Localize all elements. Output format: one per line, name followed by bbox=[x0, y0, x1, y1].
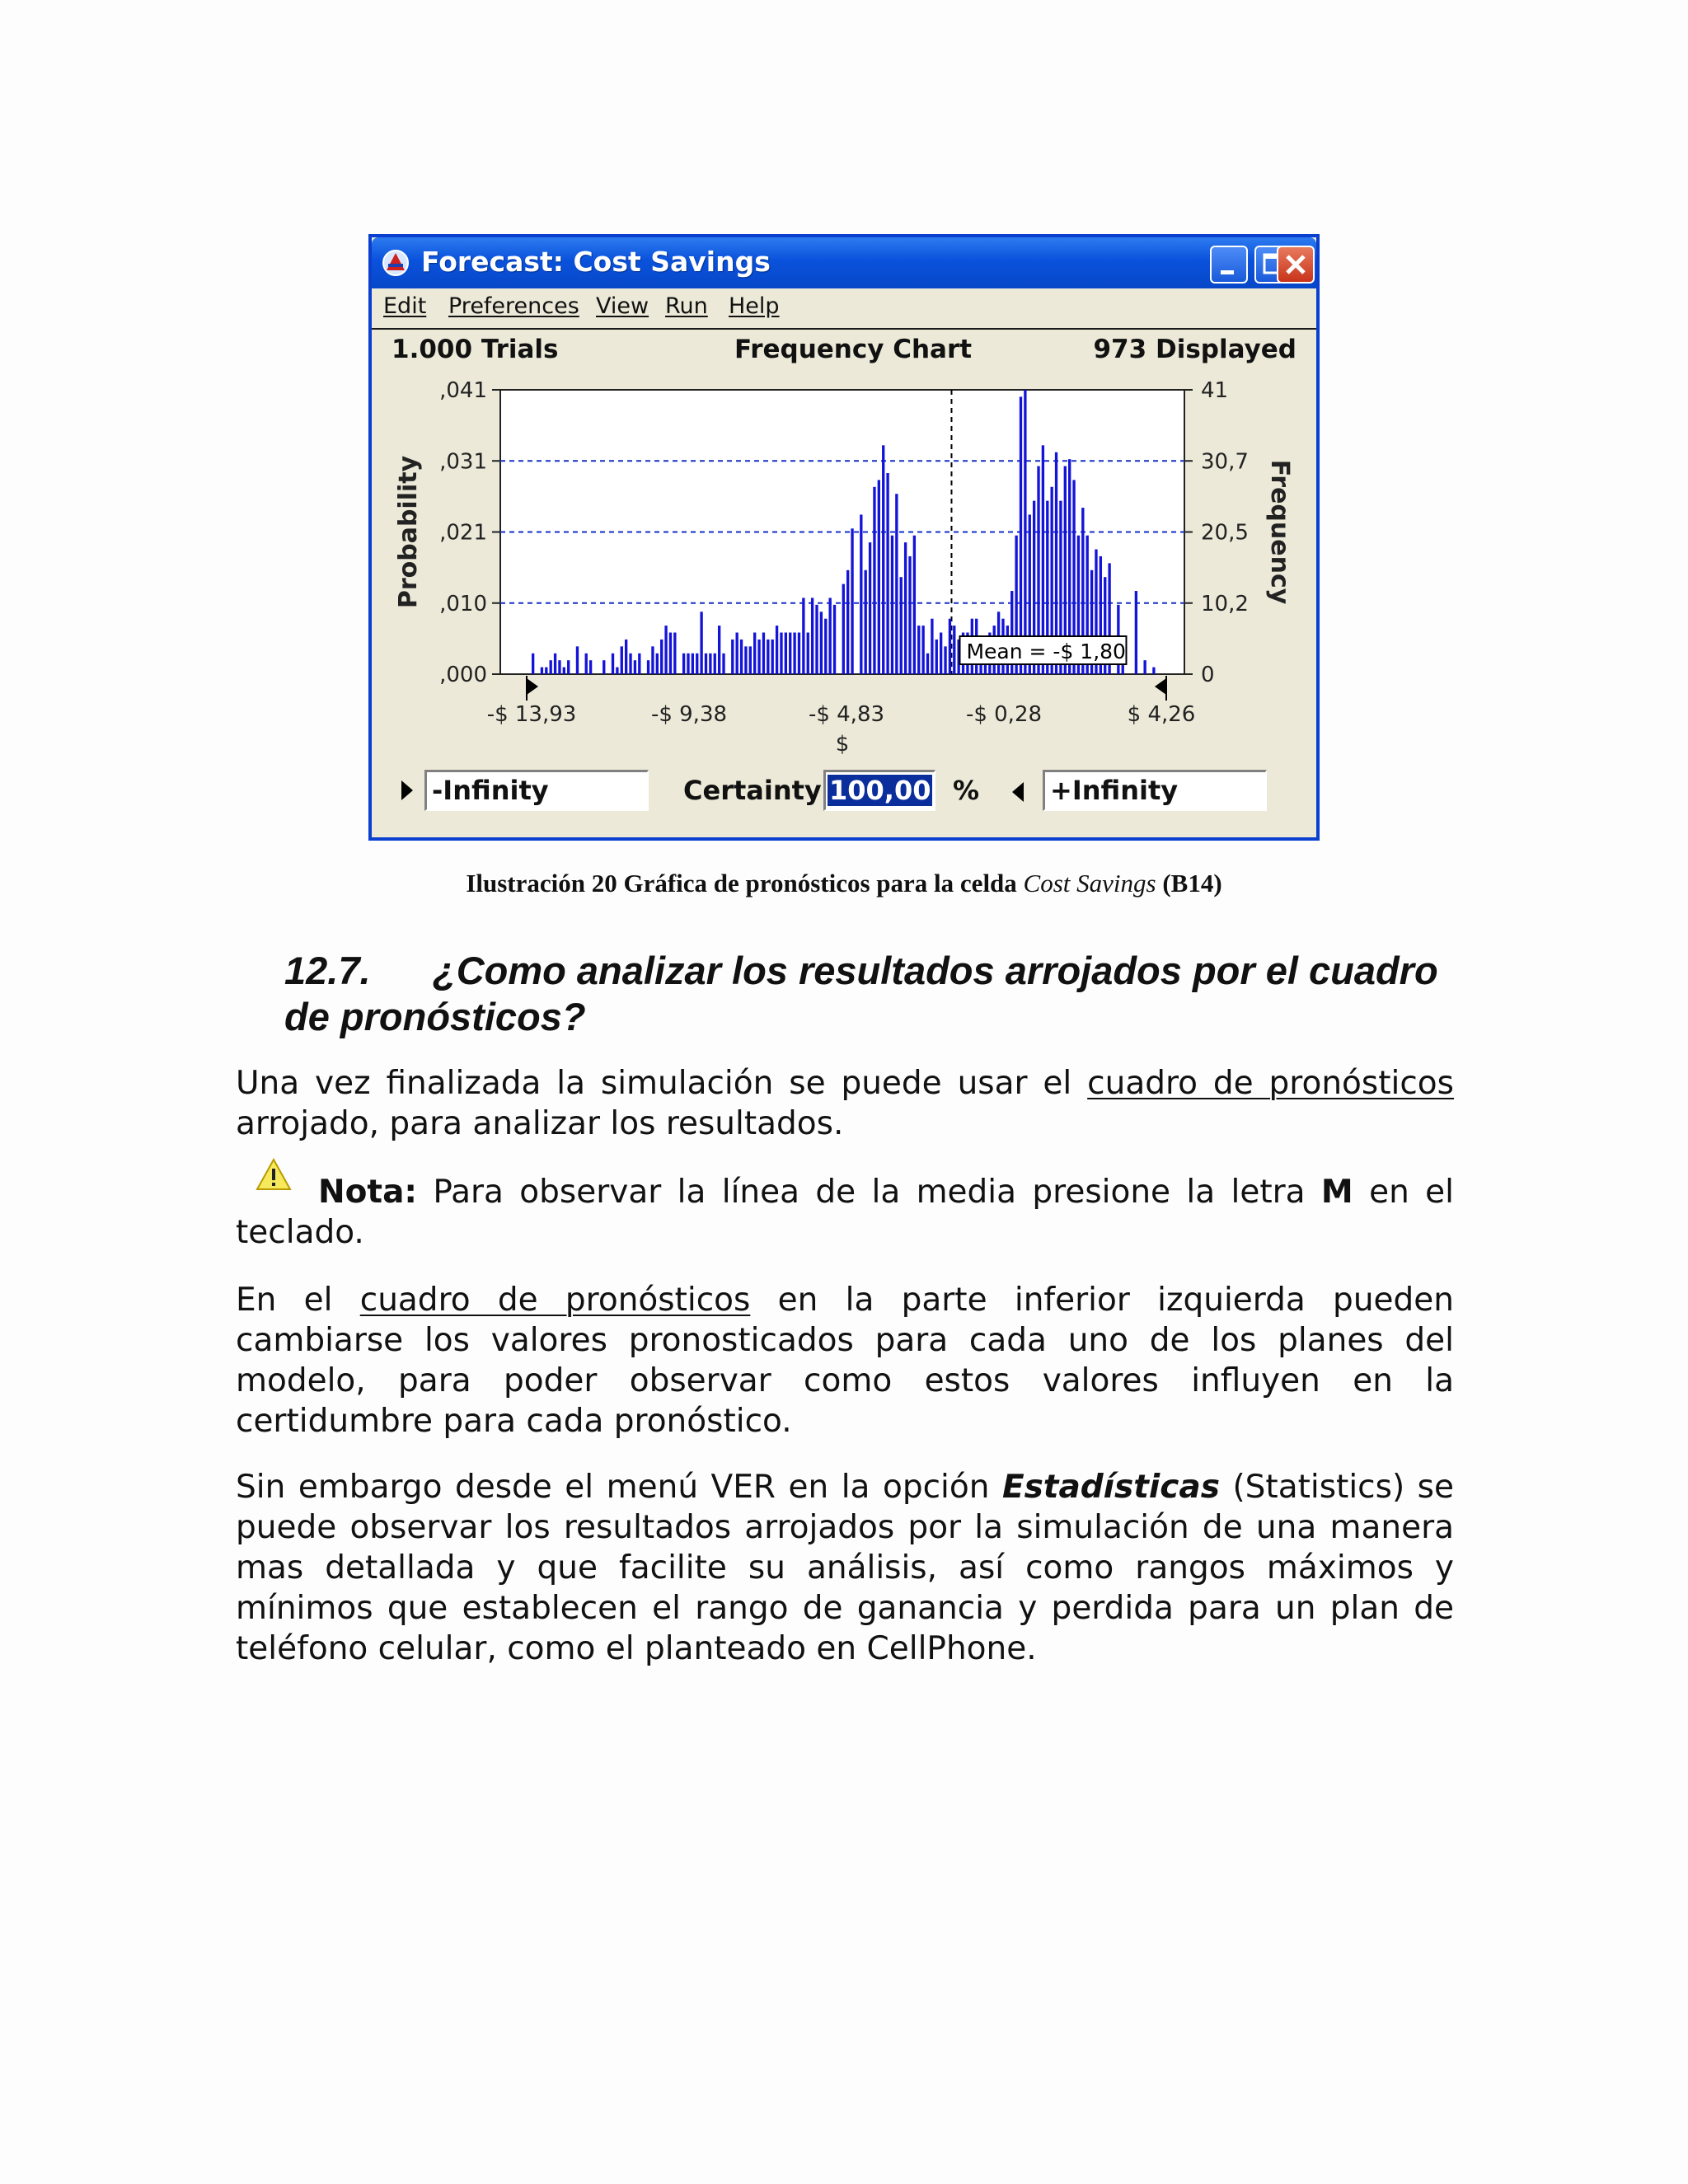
histogram-bar bbox=[940, 633, 942, 674]
p3-emphasis: Estadísticas bbox=[1001, 1469, 1220, 1506]
histogram-bar bbox=[638, 654, 640, 674]
histogram-bar bbox=[660, 640, 663, 674]
histogram-bar bbox=[904, 542, 907, 674]
histogram-bar bbox=[891, 536, 893, 674]
menu-preferences[interactable]: Preferences bbox=[448, 293, 579, 319]
upper-bound-input[interactable]: +Infinity bbox=[1043, 770, 1267, 811]
p3-text-b: (Statistics) se puede observar los resultados arrojados por la simulación de una manera mas detallada y que facilite su análisis, así como rangos máximos y mínimos que establecen el rango de ganancia y perdida para un plan de teléfono celular, como el planteado en CellPhone. bbox=[236, 1469, 1454, 1667]
histogram-bar bbox=[833, 605, 836, 674]
histogram-bar bbox=[616, 668, 618, 674]
histogram-bar bbox=[807, 633, 809, 674]
histogram-bar bbox=[913, 536, 916, 674]
menu-view[interactable]: View bbox=[596, 293, 649, 319]
y-tick-label-right: 41 bbox=[1201, 378, 1229, 403]
y-tick-label-right: 30,7 bbox=[1201, 449, 1249, 475]
p1-text-b: arrojado, para analizar los resultados. bbox=[236, 1105, 844, 1142]
menu-run[interactable]: Run bbox=[665, 293, 708, 319]
histogram-bar bbox=[532, 654, 534, 674]
histogram-bar bbox=[651, 646, 654, 674]
p2-underlined-term: cuadro de pronósticos bbox=[359, 1282, 751, 1319]
menu-help[interactable]: Help bbox=[729, 293, 780, 319]
right-arrow-icon[interactable] bbox=[1010, 781, 1025, 803]
histogram-bar bbox=[851, 528, 853, 674]
histogram-bar bbox=[753, 633, 756, 674]
certainty-input[interactable] bbox=[823, 770, 935, 811]
caption-suffix: (B14) bbox=[1156, 869, 1222, 898]
histogram-bar bbox=[824, 619, 827, 674]
histogram-bar bbox=[722, 654, 724, 674]
histogram-bar bbox=[798, 633, 800, 674]
histogram-bar bbox=[953, 626, 955, 674]
histogram-bar bbox=[558, 660, 560, 674]
x-tick-label: $ 4,26 bbox=[1127, 702, 1196, 727]
histogram-bar bbox=[949, 619, 951, 674]
histogram-bar bbox=[878, 480, 880, 674]
y-tick-label-right: 0 bbox=[1201, 663, 1215, 687]
section-number: 12.7. bbox=[284, 949, 371, 992]
p1-text-a: Una vez finalizada la simulación se puede usar el bbox=[236, 1065, 1088, 1102]
paragraph-2 bbox=[236, 1280, 1454, 1441]
figure-caption bbox=[0, 869, 1688, 898]
forecast-window bbox=[368, 234, 1320, 841]
histogram-bar bbox=[576, 646, 579, 674]
histogram-bar bbox=[1143, 660, 1146, 674]
x-tick-label: -$ 4,83 bbox=[808, 702, 885, 727]
histogram-bar bbox=[567, 660, 570, 674]
histogram-bar bbox=[1024, 390, 1026, 674]
lower-bound-input[interactable]: -Infinity bbox=[424, 770, 649, 811]
x-tick-label: -$ 9,38 bbox=[650, 702, 728, 727]
histogram-bar bbox=[696, 654, 698, 674]
histogram-bar bbox=[541, 668, 543, 674]
caption-italic: Cost Savings bbox=[1023, 869, 1156, 898]
histogram-bar bbox=[815, 605, 818, 674]
histogram-bar bbox=[1135, 591, 1137, 674]
histogram-bar bbox=[545, 668, 547, 674]
note-label: Nota: bbox=[318, 1174, 417, 1211]
note-key: M bbox=[1320, 1174, 1353, 1211]
histogram-bar bbox=[785, 633, 787, 674]
histogram-bar bbox=[664, 626, 667, 674]
histogram-bar bbox=[731, 640, 734, 674]
histogram-bar bbox=[869, 542, 871, 674]
histogram-bar bbox=[682, 654, 685, 674]
certainty-value: 100,00 bbox=[829, 775, 931, 806]
y-axis-label-right: Frequency bbox=[1265, 459, 1294, 605]
histogram-bar bbox=[744, 646, 747, 674]
histogram-bar bbox=[740, 640, 743, 674]
frequency-chart bbox=[372, 237, 1316, 837]
histogram-bar bbox=[882, 445, 884, 674]
y-axis-label-left: Probability bbox=[394, 455, 423, 609]
chart-title: Frequency Chart bbox=[734, 335, 973, 364]
histogram-bar bbox=[802, 598, 804, 674]
x-axis-label: $ bbox=[835, 732, 850, 757]
histogram-bar bbox=[846, 570, 849, 674]
histogram-bar bbox=[692, 654, 694, 674]
histogram-bar bbox=[669, 633, 672, 674]
histogram-bar bbox=[762, 633, 765, 674]
histogram-bar bbox=[718, 626, 720, 674]
histogram-bar bbox=[895, 494, 898, 674]
histogram-bar bbox=[749, 646, 752, 674]
histogram-bar bbox=[873, 487, 875, 674]
histogram-bar bbox=[563, 668, 565, 674]
left-arrow-icon[interactable] bbox=[400, 780, 415, 801]
histogram-bar bbox=[603, 660, 605, 674]
percent-sign: % bbox=[953, 775, 980, 806]
upper-range-marker bbox=[1155, 678, 1166, 695]
histogram-bar bbox=[625, 640, 627, 674]
histogram-bar bbox=[780, 633, 782, 674]
histogram-bar bbox=[656, 654, 659, 674]
y-tick-label-left: ,041 bbox=[439, 378, 487, 403]
histogram-bar bbox=[585, 654, 588, 674]
histogram-bar bbox=[793, 633, 795, 674]
histogram-bar bbox=[900, 577, 903, 674]
histogram-bar bbox=[709, 654, 711, 674]
y-tick-label-left: ,021 bbox=[439, 520, 487, 546]
section-heading bbox=[284, 948, 1455, 1040]
y-tick-label-left: ,000 bbox=[439, 663, 487, 687]
trials-count: 1.000 Trials bbox=[392, 335, 559, 364]
histogram-bar bbox=[828, 598, 831, 674]
p1-underlined-term: cuadro de pronósticos bbox=[1087, 1065, 1454, 1102]
menu-edit[interactable]: Edit bbox=[383, 293, 427, 319]
paragraph-3 bbox=[236, 1467, 1454, 1669]
histogram-bar bbox=[612, 654, 614, 674]
x-tick-label: -$ 0,28 bbox=[965, 702, 1043, 727]
histogram-bar bbox=[554, 654, 556, 674]
certainty-label: Certainty bbox=[683, 775, 822, 806]
histogram-bar bbox=[811, 598, 814, 674]
lower-range-marker bbox=[527, 678, 538, 695]
histogram-bar bbox=[931, 619, 933, 674]
histogram-bar bbox=[629, 654, 631, 674]
histogram-bar bbox=[771, 640, 774, 674]
displayed-count: 973 Displayed bbox=[1093, 335, 1296, 364]
histogram-bar bbox=[735, 633, 738, 674]
note-paragraph bbox=[236, 1172, 1454, 1253]
histogram-bar bbox=[705, 654, 707, 674]
histogram-bar bbox=[820, 612, 823, 674]
histogram-bar bbox=[767, 640, 769, 674]
histogram-bar bbox=[589, 660, 592, 674]
note-text-b: en el teclado. bbox=[236, 1174, 1454, 1251]
histogram-bar bbox=[550, 660, 552, 674]
section-title: ¿Como analizar los resultados arrojados por el cuadro de pronósticos? bbox=[284, 949, 1438, 1038]
histogram-bar bbox=[789, 633, 791, 674]
histogram-bar bbox=[921, 626, 924, 674]
y-tick-label-left: ,010 bbox=[439, 591, 487, 616]
histogram-bar bbox=[908, 556, 911, 674]
y-tick-label-right: 20,5 bbox=[1201, 520, 1249, 546]
mean-label: Mean = -$ 1,80 bbox=[966, 640, 1126, 663]
y-tick-label-left: ,031 bbox=[439, 449, 487, 475]
histogram-bar bbox=[1020, 396, 1022, 674]
histogram-bar bbox=[776, 626, 778, 674]
histogram-bar bbox=[886, 473, 889, 674]
paragraph-1 bbox=[236, 1063, 1454, 1144]
histogram-bar bbox=[757, 640, 760, 674]
p2-text-a: En el bbox=[236, 1282, 360, 1319]
histogram-bar bbox=[944, 646, 946, 674]
histogram-bar bbox=[687, 654, 689, 674]
histogram-bar bbox=[621, 646, 623, 674]
histogram-bar bbox=[714, 654, 716, 674]
caption-prefix: Ilustración 20 Gráfica de pronósticos para la celda bbox=[466, 869, 1024, 898]
histogram-bar bbox=[865, 570, 867, 674]
histogram-bar bbox=[700, 612, 702, 674]
histogram-bar bbox=[842, 584, 845, 674]
y-tick-label-right: 10,2 bbox=[1201, 591, 1249, 616]
p2-text-b: en la parte inferior izquierda pueden cambiarse los valores pronosticados para cada uno de los planes del modelo, para poder observar como estos valores influyen en la certidumbre para cada pronóstico. bbox=[236, 1282, 1454, 1440]
x-tick-label: -$ 13,93 bbox=[486, 702, 577, 727]
window-title: Forecast: Cost Savings bbox=[421, 246, 771, 278]
histogram-bar bbox=[926, 654, 929, 674]
p3-text-a: Sin embargo desde el menú VER en la opción bbox=[236, 1469, 1002, 1506]
histogram-bar bbox=[1152, 668, 1155, 674]
histogram-bar bbox=[860, 514, 862, 674]
histogram-bar bbox=[634, 660, 636, 674]
histogram-bar bbox=[935, 640, 938, 674]
histogram-bar bbox=[917, 626, 920, 674]
histogram-bar bbox=[673, 633, 676, 674]
note-text-a: Para observar la línea de la media presione la letra bbox=[417, 1174, 1321, 1211]
histogram-bar bbox=[647, 660, 649, 674]
